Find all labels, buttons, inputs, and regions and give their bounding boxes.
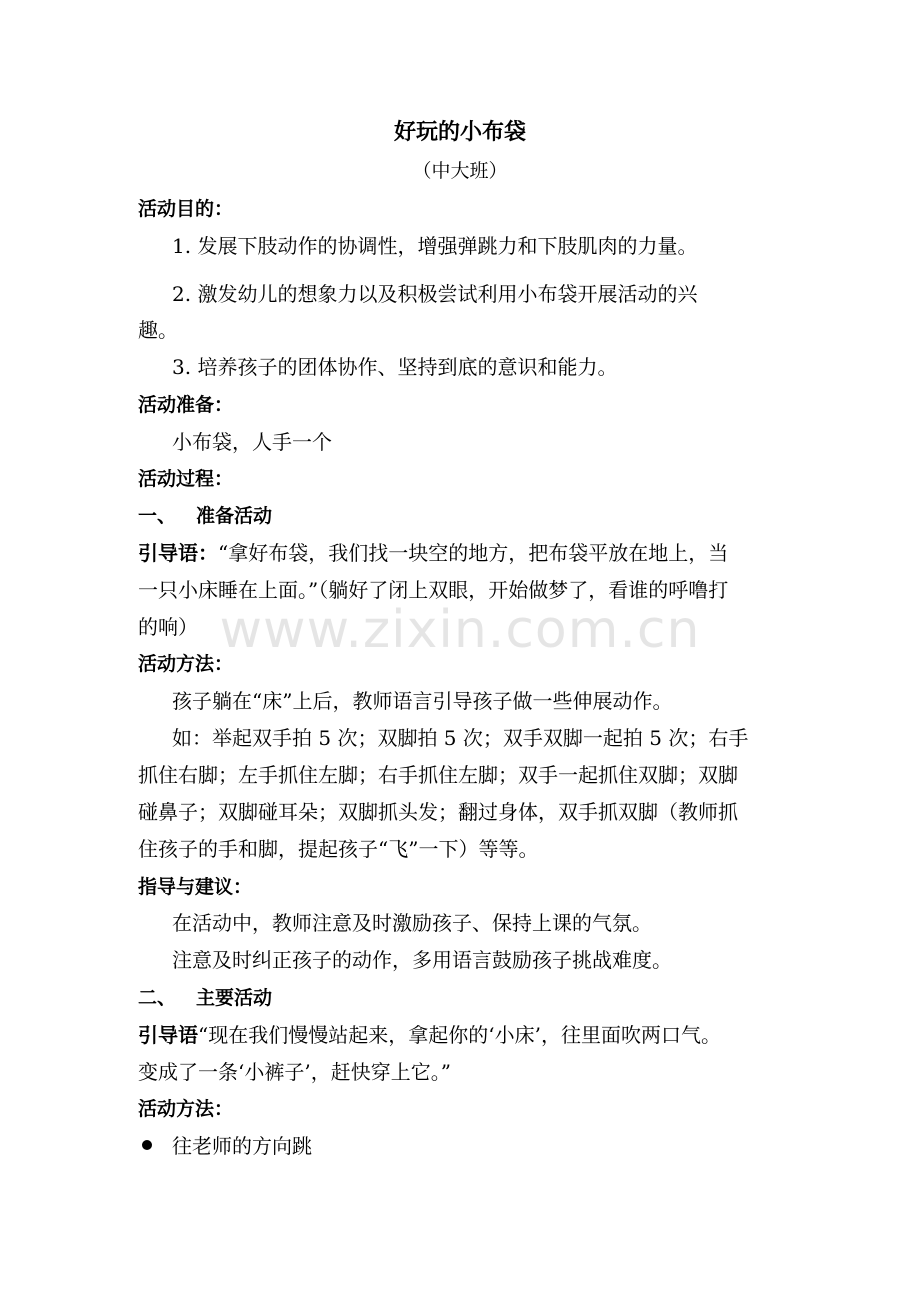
document-title: 好玩的小布袋: [393, 120, 526, 145]
goal-item-2: 2. 激发幼儿的想象力以及积极尝试利用小布袋开展活动的兴: [172, 282, 698, 306]
section-1-guide-line-3: 的响）: [138, 615, 198, 639]
goals-heading: 活动目的：: [138, 198, 234, 220]
section-2-guide-line-1: [138, 1022, 721, 1048]
section-2-bullet-item: [138, 1133, 312, 1159]
section-2-method-heading: 活动方法：: [138, 1098, 234, 1120]
section-2-title: 主要活动: [196, 987, 273, 1009]
section-1-method-line-4: 碰鼻子；双脚碰耳朵；双脚抓头发；翻过身体，双手抓双脚（教师抓: [138, 800, 738, 824]
section-1-guide-label: 引导语：: [138, 541, 218, 565]
section-1-title: 准备活动: [196, 505, 273, 527]
section-1-advice-line-1: 在活动中，教师注意及时激励孩子、保持上课的气氛。: [172, 911, 652, 935]
section-1-number: 一、: [138, 505, 177, 527]
section-1-method-line-1: 孩子躺在“床”上后，教师语言引导孩子做一些伸展动作。: [172, 689, 673, 713]
watermark: www.zixin.com.cn: [219, 600, 701, 660]
section-2-number: 二、: [138, 987, 177, 1009]
section-1-method-line-3: 抓住右脚；左手抓住左脚；右手抓住左脚；双手一起抓住双脚；双脚: [138, 763, 738, 787]
section-1-guide-text-1: “拿好布袋，我们找一块空的地方，把布袋平放在地上，当: [218, 541, 729, 565]
goal-item-1: 1. 发展下肢动作的协调性，增强弹跳力和下肢肌肉的力量。: [172, 234, 698, 258]
document-subtitle: （中大班）: [412, 160, 508, 182]
section-2-guide-label: 引导语: [138, 1023, 198, 1047]
process-heading: 活动过程：: [138, 468, 234, 490]
bullet-dot-icon: [142, 1140, 152, 1150]
section-1-guide-line-1: [138, 540, 728, 566]
goal-item-2-continued: 趣。: [138, 318, 178, 342]
section-1-method-line-2: 如：举起双手拍 5 次；双脚拍 5 次；双手双脚一起拍 5 次；右手: [172, 726, 749, 750]
section-1-advice-line-2: 注意及时纠正孩子的动作，多用语言鼓励孩子挑战难度。: [172, 948, 672, 972]
section-1-method-heading: 活动方法：: [138, 653, 234, 675]
section-2-guide-line-2: 变成了一条‘小裤子’，赶快穿上它。”: [138, 1060, 451, 1084]
section-1-advice-heading: 指导与建议：: [138, 876, 253, 898]
goal-item-3: 3. 培养孩子的团体协作、坚持到底的意识和能力。: [172, 355, 618, 379]
section-1-heading: [138, 503, 272, 529]
prep-text: 小布袋，人手一个: [172, 430, 332, 454]
section-2-heading: [138, 985, 272, 1011]
section-1-method-line-5: 住孩子的手和脚，提起孩子“飞”一下）等等。: [138, 837, 539, 861]
section-2-bullet-text: 往老师的方向跳: [172, 1134, 312, 1158]
section-1-guide-line-2: 一只小床睡在上面。”（躺好了闭上双眼，开始做梦了，看谁的呼噜打: [138, 578, 729, 602]
section-2-guide-text-1: “现在我们慢慢站起来，拿起你的‘小床’，往里面吹两口气。: [198, 1023, 721, 1047]
prep-heading: 活动准备：: [138, 394, 234, 416]
